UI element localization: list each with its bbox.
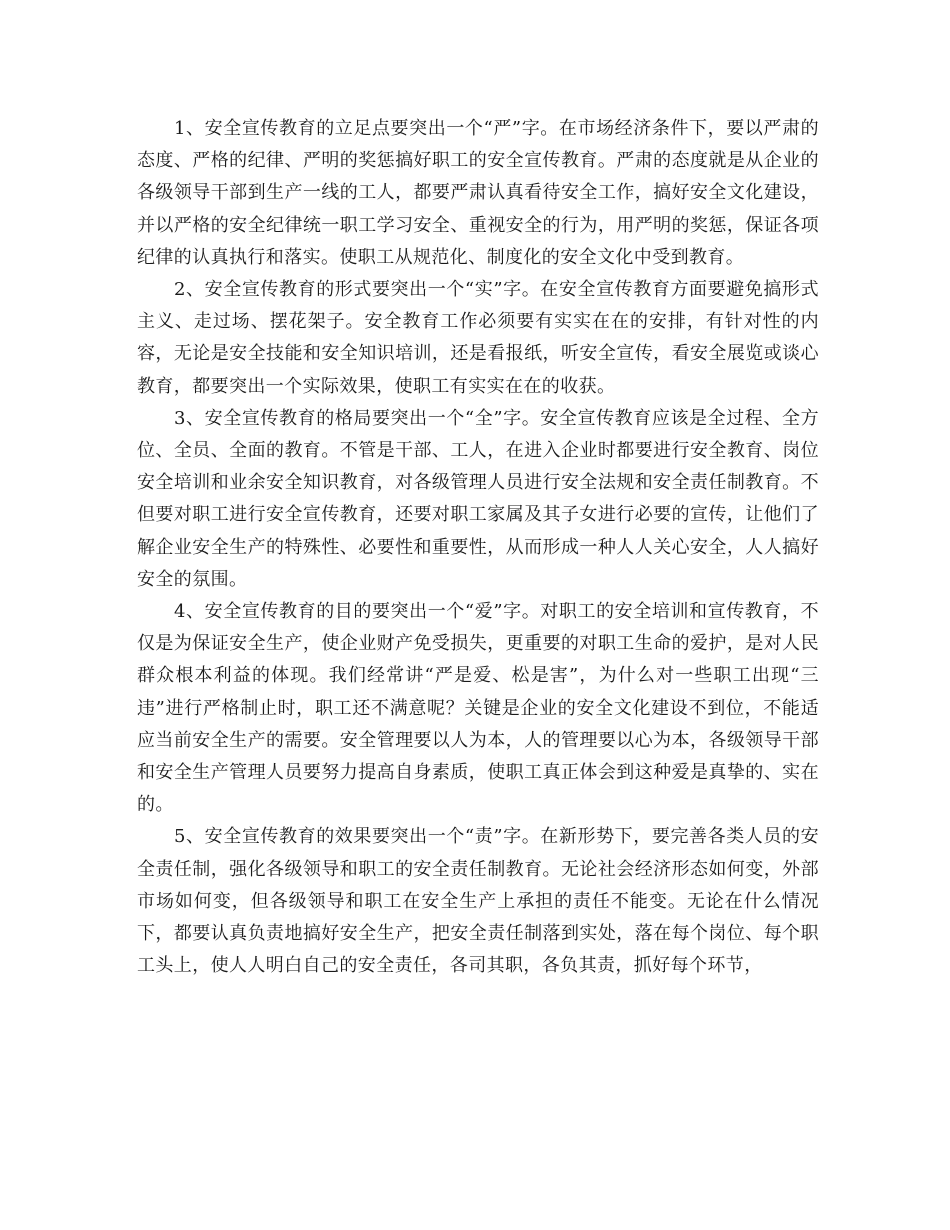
paragraph-4: 4、安全宣传教育的目的要突出一个“爱”字。对职工的安全培训和宣传教育，不仅是为保证安全生产，使企业财产免受损失，更重要的对职工生命的爱护，是对人民群众根本利益的体现。我们经常讲“严是爱、松是害”，为什么对一些职工出现“三违”进行严格制止时，职工还不满意呢？关键是企业的安全文化建设不到位，不能适应当前安全生产的需要。安全管理要以人为本，人的管理要以心为本，各级领导干部和安全生产管理人员要努力提高自身素质，使职工真正体会到这种爱是真挚的、实在的。 (137, 601, 819, 816)
paragraph-2: 2、安全宣传教育的形式要突出一个“实”字。在安全宣传教育方面要避免搞形式主义、走过场、摆花架子。安全教育工作必须要有实实在在的安排，有针对性的内容，无论是安全技能和安全知识培训，还是看报纸，听安全宣传，看安全展览或谈心教育，都要突出一个实际效果，使职工有实实在在的收获。 (137, 279, 819, 397)
document-body (137, 113, 819, 982)
paragraph-1: 1、安全宣传教育的立足点要突出一个“严”字。在市场经济条件下，要以严肃的态度、严格的纪律、严明的奖惩搞好职工的安全宣传教育。严肃的态度就是从企业的各级领导干部到生产一线的工人，都要严肃认真看待安全工作，搞好安全文化建设，并以严格的安全纪律统一职工学习安全、重视安全的行为，用严明的奖惩，保证各项纪律的认真执行和落实。使职工从规范化、制度化的安全文化中受到教育。 (137, 118, 819, 268)
paragraph-5: 5、安全宣传教育的效果要突出一个“责”字。在新形势下，要完善各类人员的安全责任制，强化各级领导和职工的安全责任制教育。无论社会经济形态如何变，外部市场如何变，但各级领导和职工在安全生产上承担的责任不能变。无论在什么情况下，都要认真负责地搞好安全生产，把安全责任制落到实处，落在每个岗位、每个职工头上，使人人明白自己的安全责任，各司其职，各负其责，抓好每个环节， (137, 826, 819, 977)
paragraph-3: 3、安全宣传教育的格局要突出一个“全”字。安全宣传教育应该是全过程、全方位、全员、全面的教育。不管是干部、工人，在进入企业时都要进行安全教育、岗位安全培训和业余安全知识教育，对各级管理人员进行安全法规和安全责任制教育。不但要对职工进行安全宣传教育，还要对职工家属及其子女进行必要的宣传，让他们了解企业安全生产的特殊性、必要性和重要性，从而形成一种人人关心安全，人人搞好安全的氛围。 (137, 407, 819, 590)
